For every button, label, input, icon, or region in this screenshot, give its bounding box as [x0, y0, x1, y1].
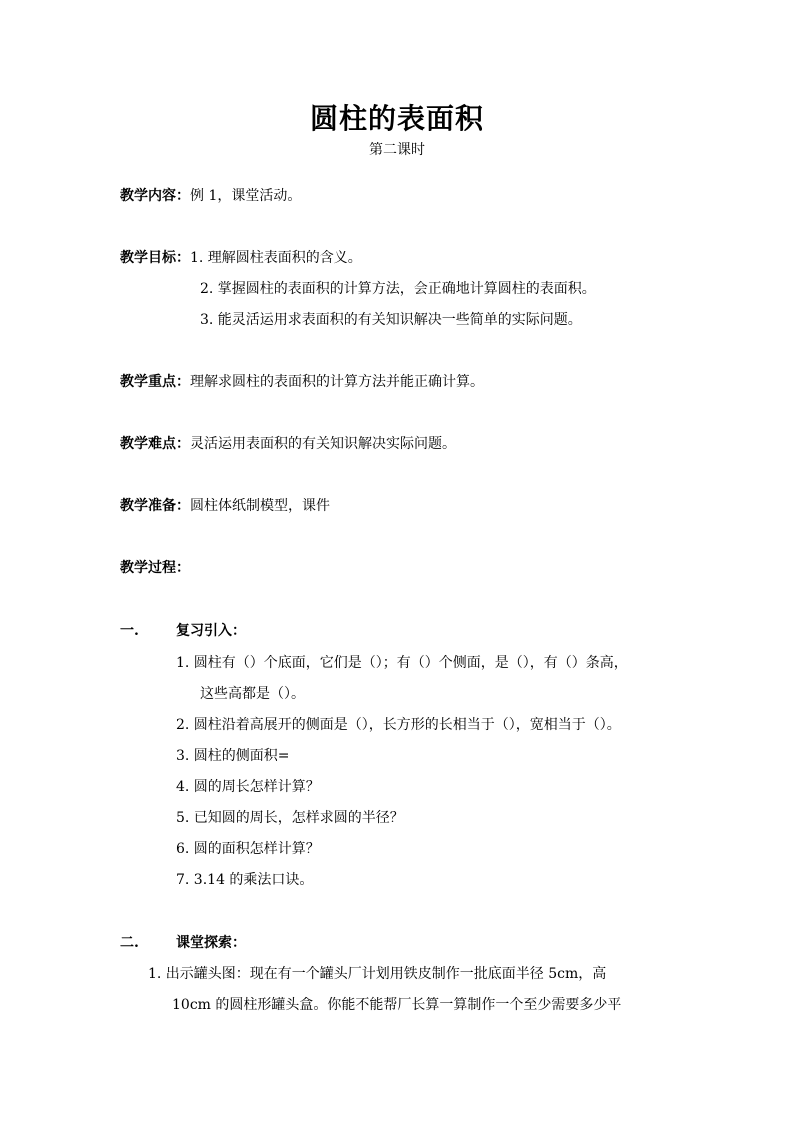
preparation-label: 教学准备：: [120, 498, 190, 514]
section1-number: 一.: [120, 623, 139, 639]
difficulty-label: 教学难点：: [120, 436, 190, 452]
preparation: [120, 496, 330, 516]
section1-item: 这些高都是（）。: [200, 686, 305, 702]
teaching-content: [120, 186, 301, 206]
teaching-objectives-label: 教学目标：: [120, 250, 190, 266]
document-title: 圆柱的表面积: [309, 102, 484, 135]
key-point: [120, 372, 484, 392]
difficulty-text: 灵活运用表面积的有关知识解决实际问题。: [190, 436, 456, 452]
process-label: 教学过程：: [120, 560, 190, 576]
section1-item: 7. 3.14 的乘法口诀。: [176, 872, 314, 888]
objective-item: 1. 理解圆柱表面积的含义。: [190, 250, 362, 266]
teaching-content-label: 教学内容：: [120, 188, 190, 204]
section2-item: 1. 出示罐头图：现在有一个罐头厂计划用铁皮制作一批底面半径 5cm，高: [148, 966, 607, 982]
difficulty: [120, 434, 456, 454]
objective-item: 2. 掌握圆柱的表面积的计算方法，会正确地计算圆柱的表面积。: [200, 281, 596, 297]
section1-item: 1. 圆柱有（）个底面，它们是（）；有（）个侧面，是（），有（）条高，: [176, 655, 628, 671]
key-point-label: 教学重点：: [120, 374, 190, 390]
section2-item: 10cm 的圆柱形罐头盒。你能不能帮厂长算一算制作一个至少需要多少平: [172, 997, 622, 1013]
preparation-text: 圆柱体纸制模型，课件: [190, 498, 330, 514]
section1-item: 6. 圆的面积怎样计算？: [176, 841, 320, 857]
section2-number: 二.: [120, 935, 139, 951]
teaching-content-text: 例 1，课堂活动。: [190, 188, 302, 204]
teaching-objectives: [120, 248, 362, 268]
section1-item: 2. 圆柱沿着高展开的侧面是（），长方形的长相当于（），宽相当于（）。: [176, 717, 621, 733]
key-point-text: 理解求圆柱的表面积的计算方法并能正确计算。: [190, 374, 484, 390]
section1-item: 4. 圆的周长怎样计算？: [176, 779, 320, 795]
section1-item: 3. 圆柱的侧面积=: [176, 748, 290, 764]
section2-heading: 课堂探索：: [176, 935, 246, 951]
section1-heading: 复习引入：: [176, 623, 246, 639]
objective-item: 3. 能灵活运用求表面积的有关知识解决一些简单的实际问题。: [200, 312, 582, 328]
section1-item: 5. 已知圆的周长，怎样求圆的半径？: [176, 810, 404, 826]
document-subtitle: 第二课时: [369, 142, 425, 158]
